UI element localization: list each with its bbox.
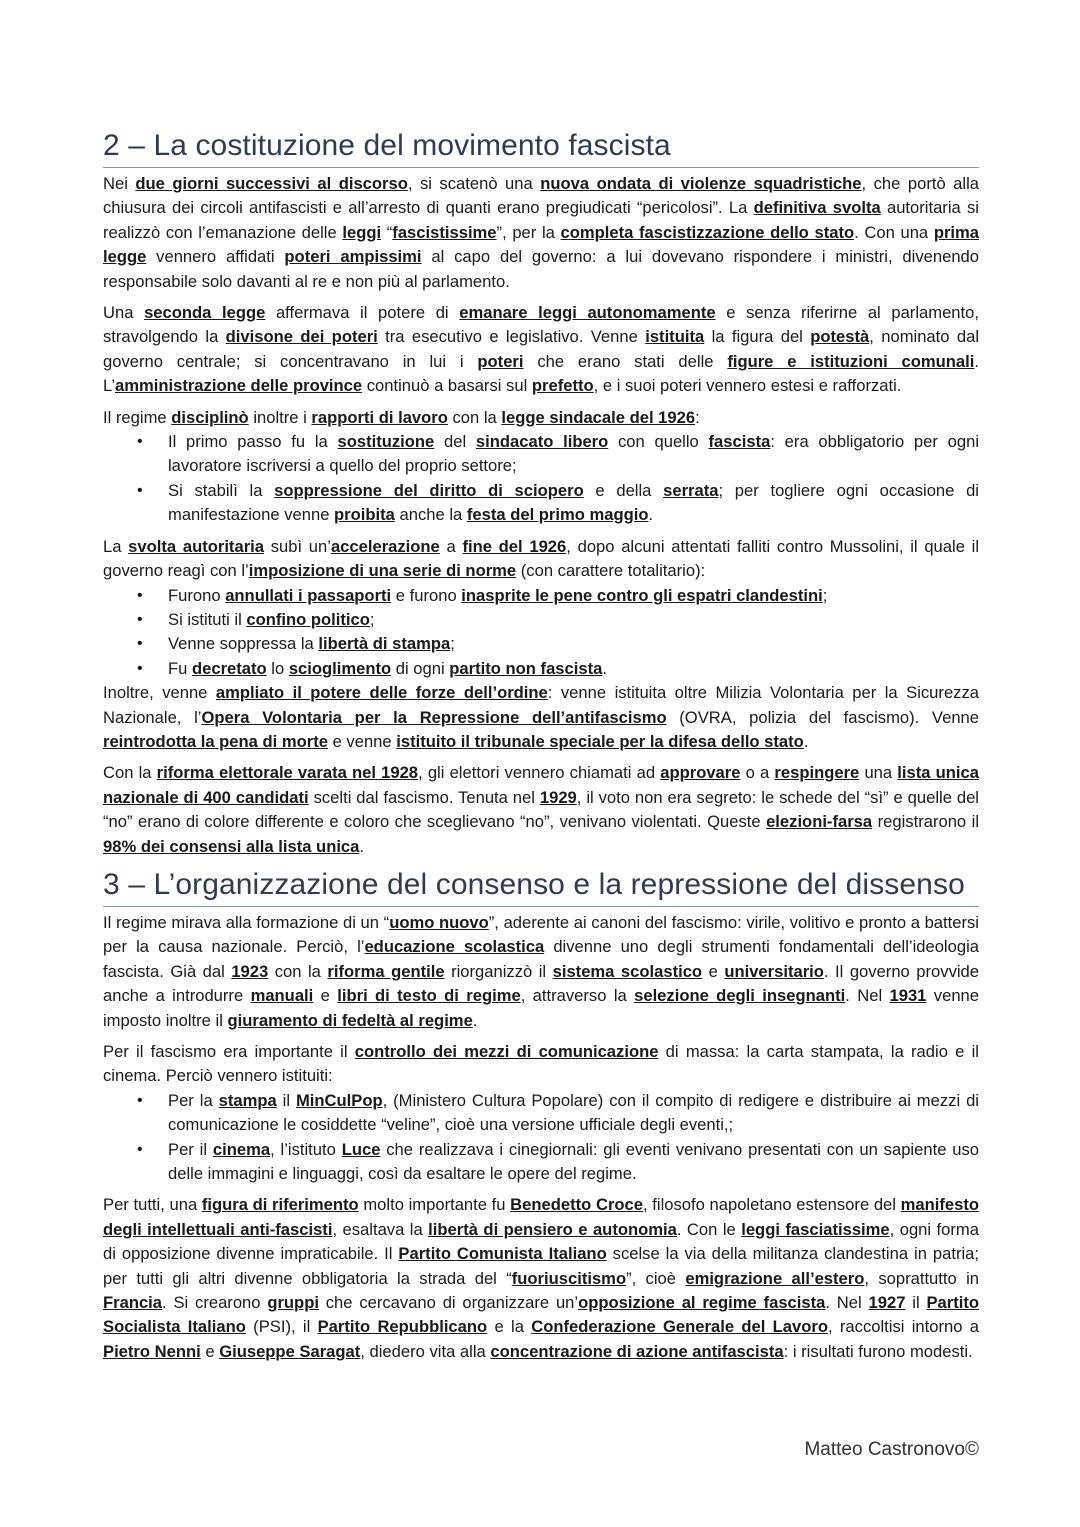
footer-author: Matteo Castronovo© xyxy=(804,1439,979,1460)
key-term: Partito Comunista Italiano xyxy=(398,1244,607,1264)
key-term: Confederazione Generale del Lavoro xyxy=(531,1317,828,1337)
key-term: giuramento di fedeltà al regime xyxy=(227,1010,473,1030)
section-2-heading: 2 – La costituzione del movimento fascista xyxy=(103,127,979,168)
key-term: istituita xyxy=(645,327,705,347)
key-term: fuoriuscitismo xyxy=(511,1268,627,1288)
key-term: fascista xyxy=(708,432,771,452)
section-3-paragraph-3: Per tutti, una figura di riferimento molto importante fu Benedetto Croce, filosofo napoletano estensore del manifesto degli intellettuali anti-fascisti, esaltava la libertà di pensiero e autonomia. Con le leggi fasciatissime, ogni forma di opposizione divenne impraticabile. Il Partito Comunista Italiano scelse la via della militanza clandestina in patria; per tutti gli altri divenne obbligatoria la strada del “fuoriuscitismo”, cioè emigrazione all’estero, soprattutto in Francia. Si crearono gruppi che cercavano di organizzare un’opposizione al regime fascista. Nel 1927 il Partito Socialista Italiano (PSI), il Partito Repubblicano e la Confederazione Generale del Lavoro, raccoltisi intorno a Pietro Nenni e Giuseppe Saragat, diedero vita alla concentrazione di azione antifascista: i risultati furono modesti. xyxy=(103,1195,980,1361)
key-term: prima legge xyxy=(103,222,979,267)
key-term: respingere xyxy=(774,763,860,783)
key-term: MinCulPop xyxy=(295,1090,383,1110)
key-term: Partito Socialista Italiano xyxy=(103,1293,980,1337)
key-term: poteri xyxy=(477,351,524,371)
section-2-paragraph-4: La svolta autoritaria subì un’accelerazione a fine del 1926, dopo alcuni attentati falliti contro Mussolini, il quale il governo reagì con l’imposizione di una serie di norme (con carattere totalitario): xyxy=(103,536,980,581)
section-3-paragraph-1: Il regime mirava alla formazione di un “uomo nuovo”, aderente ai canoni del fascismo: virile, volitivo e pronto a battersi per la causa nazionale. Perciò, l’educazione scolastica divenne uno degli strumenti fondamentali dell’ideologia fascista. Già dal 1923 con la riforma gentile riorganizzò il sistema scolastico e universitario. Il governo provvide anche a introdurre manuali e libri di testo di regime, attraverso la selezione degli insegnanti. Nel 1931 venne imposto inoltre il giuramento di fedeltà al regime. xyxy=(103,912,980,1030)
key-term: emigrazione all’estero xyxy=(685,1268,865,1288)
key-term: lista unica nazionale di 400 candidati xyxy=(103,763,979,807)
key-term: serrata xyxy=(663,480,719,500)
key-term: emanare leggi autonomamente xyxy=(459,303,716,323)
key-term: proibita xyxy=(334,505,395,525)
key-term: definitiva svolta xyxy=(753,198,881,218)
key-term: libri di testo di regime xyxy=(337,986,521,1006)
key-term: controllo dei mezzi di comunicazione xyxy=(354,1042,659,1061)
key-term: inasprite le pene contro gli espatri clandestini xyxy=(461,585,823,605)
key-term: Partito Repubblicano xyxy=(317,1317,488,1337)
section-3-heading: 3 – L’organizzazione del consenso e la repressione del dissenso xyxy=(103,866,979,907)
key-term: fine del 1926 xyxy=(462,536,567,556)
key-term: nuova ondata di violenze squadristiche xyxy=(540,174,862,193)
bullet-item: • Si istituti il confino politico; xyxy=(168,608,979,632)
key-term: uomo nuovo xyxy=(389,912,489,932)
key-term: concentrazione di azione antifascista xyxy=(490,1341,784,1361)
key-term: universitario xyxy=(724,961,824,981)
key-term: manifesto degli intellettuali anti-fascisti xyxy=(103,1195,980,1239)
key-term: stampa xyxy=(218,1090,277,1110)
key-term: elezioni-farsa xyxy=(766,812,873,832)
document-page xyxy=(103,127,979,1371)
key-term: annullati i passaporti xyxy=(225,585,392,605)
key-term: amministrazione delle province xyxy=(115,376,363,396)
key-term: accelerazione xyxy=(330,536,440,556)
key-term: figura di riferimento xyxy=(201,1195,359,1215)
key-term: scioglimento xyxy=(288,658,392,678)
key-term: Luce xyxy=(341,1139,381,1159)
key-term: Pietro Nenni xyxy=(103,1341,201,1361)
key-term: Opera Volontaria per la Repressione dell’antifascismo xyxy=(201,707,667,727)
key-term: prefetto xyxy=(531,376,594,396)
bullet-item: • Per la stampa il MinCulPop, (Ministero Cultura Popolare) con il compito di redigere e distribuire ai mezzi di comunicazione le cosiddette “veline”, cioè una versione ufficiale degli eventi,; xyxy=(168,1089,979,1138)
key-term: ampliato il potere delle forze dell’ordine xyxy=(215,683,548,703)
key-term: libertà di stampa xyxy=(318,634,451,654)
key-term: manuali xyxy=(250,986,314,1006)
section-3-list-1 xyxy=(103,1089,979,1187)
key-term: due giorni successivi al discorso xyxy=(135,174,408,193)
key-term: riforma gentile xyxy=(327,961,445,981)
key-term: poteri ampissimi xyxy=(284,247,422,267)
section-2-list-1 xyxy=(103,430,979,528)
key-term: reintrodotta la pena di morte xyxy=(103,731,328,751)
key-term: confino politico xyxy=(246,609,370,629)
key-term: cinema xyxy=(212,1139,271,1159)
key-term: sindacato libero xyxy=(475,432,609,452)
key-term: selezione degli insegnanti xyxy=(634,986,846,1006)
key-term: rapporti di lavoro xyxy=(311,407,448,427)
key-term: divisone dei poteri xyxy=(225,327,378,347)
key-term: legge sindacale del 1926 xyxy=(501,407,696,427)
key-term: riforma elettorale varata nel 1928 xyxy=(156,763,419,783)
key-term: 1929 xyxy=(539,787,577,807)
key-term: gruppi xyxy=(267,1293,319,1313)
key-term: figure e istituzioni comunali xyxy=(727,351,975,371)
bullet-item: • Per il cinema, l’istituto Luce che realizzava i cinegiornali: gli eventi venivano presentati con un sapiente uso delle immagini e linguaggi, così da esaltare le opere del regime. xyxy=(168,1138,979,1187)
key-term: opposizione al regime fascista xyxy=(578,1293,826,1313)
section-2-paragraph-6: Con la riforma elettorale varata nel 1928, gli elettori vennero chiamati ad approvare o a respingere una lista unica nazionale di 400 candidati scelti dal fascismo. Tenuta nel 1929, il voto non era segreto: le schede del “sì” e quelle del “no” erano di colore differente e coloro che sceglievano “no”, venivano violentati. Queste elezioni-farsa registrarono il 98% dei consensi alla lista unica. xyxy=(103,763,980,856)
key-term: disciplinò xyxy=(171,407,249,427)
key-term: libertà di pensiero e autonomia xyxy=(428,1219,677,1239)
key-term: 1923 xyxy=(231,961,269,981)
key-term: Benedetto Croce xyxy=(510,1195,643,1215)
key-term: seconda legge xyxy=(144,303,266,323)
bullet-item: • Il primo passo fu la sostituzione del sindacato libero con quello fascista: era obbligatorio per ogni lavoratore iscriversi a quello del proprio settore; xyxy=(168,430,979,479)
key-term: imposizione di una serie di norme xyxy=(248,561,517,581)
key-term: 1927 xyxy=(868,1293,906,1313)
section-3-paragraph-2: Per il fascismo era importante il controllo dei mezzi di comunicazione di massa: la carta stampata, la radio e il cinema. Perciò vennero istituiti: xyxy=(103,1042,979,1086)
key-term: sistema scolastico xyxy=(552,961,703,981)
key-term: 98% dei consensi alla lista unica xyxy=(103,836,360,856)
key-term: decretato xyxy=(191,658,267,678)
section-2-paragraph-5: Inoltre, venne ampliato il potere delle forze dell’ordine: venne istituita oltre Milizia Volontaria per la Sicurezza Nazionale, l’Opera Volontaria per la Repressione dell’antifascismo (OVRA, polizia del fascismo). Venne reintrodotta la pena di morte e venne istituito il tribunale speciale per la difesa dello stato. xyxy=(103,683,979,751)
key-term: fascistissime xyxy=(392,222,497,242)
section-2-paragraph-1: Nei due giorni successivi al discorso, si scatenò una nuova ondata di violenze squadristiche, che portò alla chiusura dei circoli antifascisti e all’arresto di quanti erano pregiudicati “pericolosi”. La definitiva svolta autoritaria si realizzò con l’emanazione delle leggi “fascistissime”, per la completa fascistizzazione dello stato. Con una prima legge vennero affidati poteri ampissimi al capo del governo: a lui dovevano rispondere i ministri, divenendo responsabile solo davanti al re e non più al parlamento. xyxy=(103,174,980,291)
key-term: completa fascistizzazione dello stato xyxy=(560,222,855,242)
key-term: leggi xyxy=(342,222,382,242)
bullet-item: • Venne soppressa la libertà di stampa; xyxy=(168,632,979,656)
key-term: istituito il tribunale speciale per la difesa dello stato xyxy=(396,731,804,751)
key-term: partito non fascista xyxy=(449,658,603,678)
key-term: 1931 xyxy=(889,986,927,1006)
key-term: sostituzione xyxy=(337,432,435,452)
key-term: educazione scolastica xyxy=(364,937,545,957)
key-term: festa del primo maggio xyxy=(466,505,649,525)
section-2-paragraph-3: Il regime disciplinò inoltre i rapporti di lavoro con la legge sindacale del 1926: xyxy=(103,407,700,427)
section-2-paragraph-2: Una seconda legge affermava il potere di emanare leggi autonomamente e senza riferirne al parlamento, stravolgendo la divisone dei poteri tra esecutivo e legislativo. Venne istituita la figura del potestà, nominato dal governo centrale; si concentravano in lui i poteri che erano stati delle figure e istituzioni comunali. L’amministrazione delle province continuò a basarsi sul prefetto, e i suoi poteri vennero estesi e rafforzati. xyxy=(103,303,980,396)
key-term: svolta autoritaria xyxy=(128,536,264,556)
bullet-item: • Fu decretato lo scioglimento di ogni partito non fascista. xyxy=(168,657,979,681)
key-term: Giuseppe Saragat xyxy=(219,1341,361,1361)
key-term: potestà xyxy=(810,327,870,347)
key-term: leggi fasciatissime xyxy=(741,1219,890,1239)
bullet-item: • Furono annullati i passaporti e furono inasprite le pene contro gli espatri clandestini; xyxy=(168,584,979,608)
key-term: Francia xyxy=(103,1293,163,1313)
key-term: approvare xyxy=(660,763,741,783)
bullet-item: • Si stabilì la soppressione del diritto di sciopero e della serrata; per togliere ogni occasione di manifestazione venne proibita anche la festa del primo maggio. xyxy=(168,479,979,528)
section-2-list-2 xyxy=(103,584,979,682)
key-term: soppressione del diritto di sciopero xyxy=(274,480,584,500)
